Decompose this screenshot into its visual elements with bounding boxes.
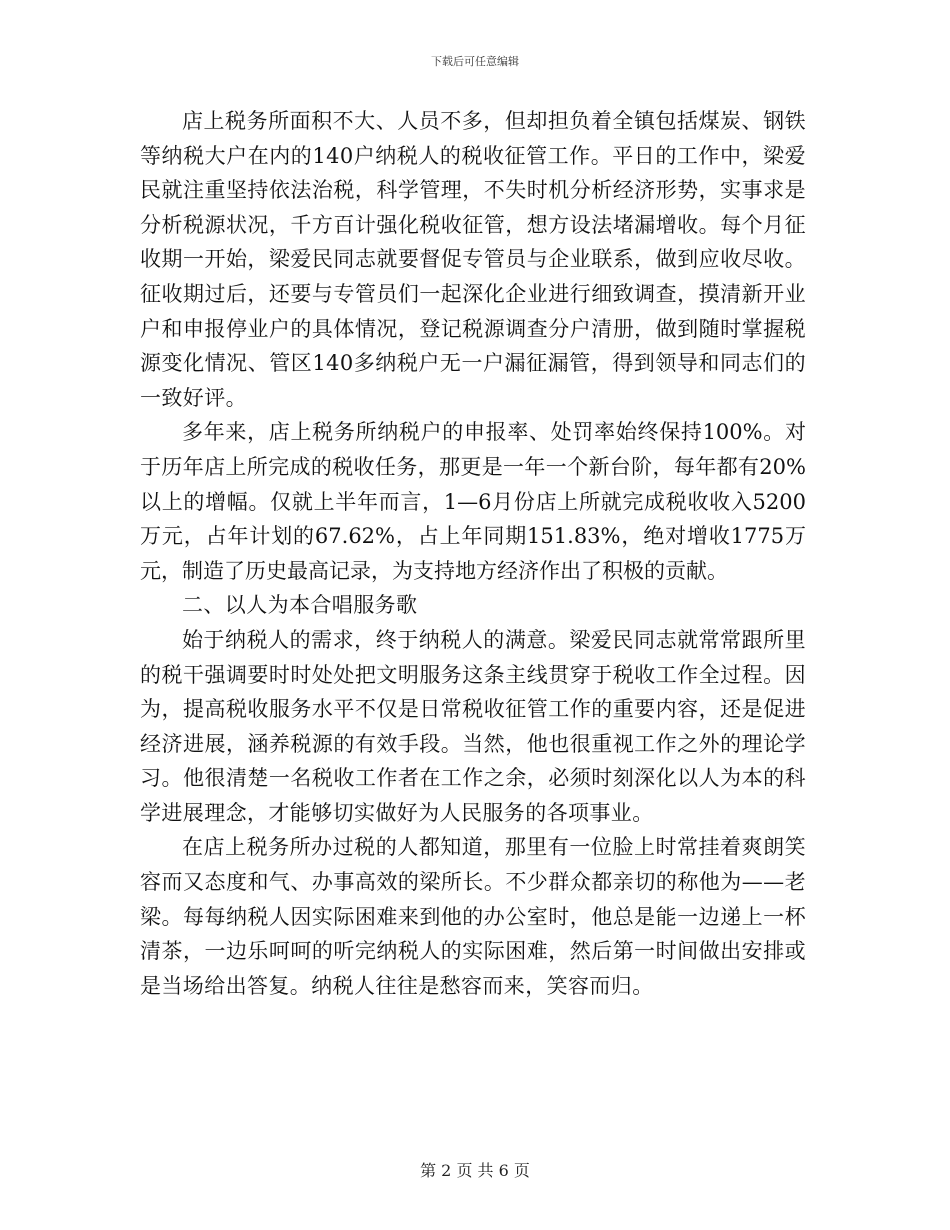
paragraph-tax-results: 多年来，店上税务所纳税户的申报率、处罚率始终保持100%。对于历年店上所完成的税收任务，那更是一年一个新台阶，每年都有20%以上的增幅。仅就上半年而言，1—6月份店上所就完成税收收入5200万元，占年计划的67.62%，占上年同期151.83%，绝对增收1775万元，制造了历史最高记录，为支持地方经济作出了积极的贡献。 — [140, 420, 806, 583]
document-body — [140, 104, 806, 1003]
paragraph-tax-office-management: 店上税务所面积不大、人员不多，但却担负着全镇包括煤炭、钢铁等纳税大户在内的140户纳税人的税收征管工作。平日的工作中，梁爱民就注重坚持依法治税，科学管理，不失时机分析经济形势，实事求是分析税源状况，千方百计强化税收征管，想方设法堵漏增收。每个月征收期一开始，梁爱民同志就要督促专管员与企业联系，做到应收尽收。征收期过后，还要与专管员们一起深化企业进行细致调查，摸清新开业户和申报停业户的具体情况，登记税源调查分户清册，做到随时掌握税源变化情况、管区140多纳税户无一户漏征漏管，得到领导和同志们的一致好评。 — [140, 109, 806, 410]
page-number-footer: 第 2 页 共 6 页 — [420, 1161, 530, 1180]
paragraph-director-liang: 在店上税务所办过税的人都知道，那里有一位脸上时常挂着爽朗笑容而又态度和气、办事高效的梁所长。不少群众都亲切的称他为——老梁。每每纳税人因实际困难来到他的办公室时，他总是能一边递上一杯清茶，一边乐呵呵的听完纳税人的实际困难，然后第一时间做出安排或是当场给出答复。纳税人往往是愁容而来，笑容而归。 — [140, 835, 806, 998]
paragraph-service-philosophy: 始于纳税人的需求，终于纳税人的满意。梁爱民同志就常常跟所里的税干强调要时时处处把文明服务这条主线贯穿于税收工作全过程。因为，提高税收服务水平不仅是日常税收征管工作的重要内容，还是促进经济进展，涵养税源的有效手段。当然，他也很重视工作之外的理论学习。他很清楚一名税收工作者在工作之余，必须时刻深化以人为本的科学进展理念，才能够切实做好为人民服务的各项事业。 — [140, 627, 806, 825]
section-heading-service: 二、以人为本合唱服务歌 — [182, 593, 418, 618]
page-header: 下载后可任意编辑 — [431, 55, 519, 68]
